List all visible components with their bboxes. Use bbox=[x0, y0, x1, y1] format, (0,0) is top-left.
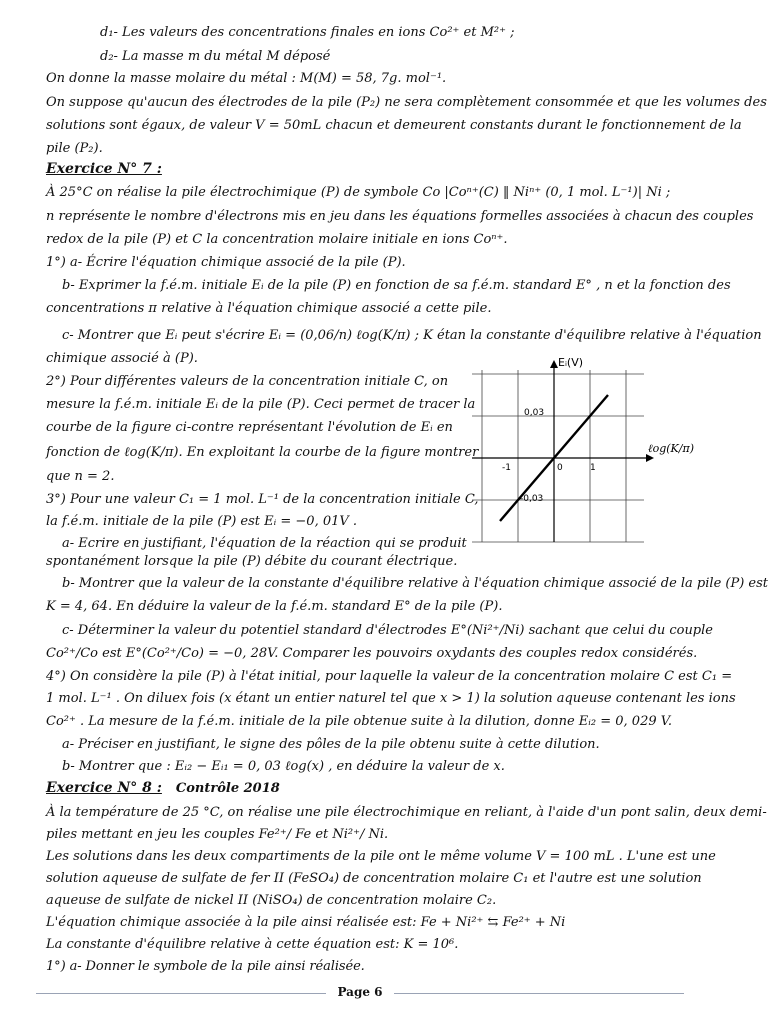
text-line: spontanément lorsque la pile (P) débite du courant électrique. bbox=[46, 554, 458, 569]
text-line: la f.é.m. initiale de la pile (P) est Eᵢ = −0, 01V . bbox=[46, 514, 358, 529]
text-line: Co²⁺ . La mesure de la f.é.m. initiale de la pile obtenue suite à la dilution, donne Eᵢ₂ = 0, 029 V. bbox=[46, 714, 672, 729]
text-line: a- Ecrire en justifiant, l'équation de la réaction qui se produit bbox=[62, 536, 467, 551]
text-line: courbe de la figure ci-contre représentant l'évolution de Eᵢ en bbox=[46, 420, 453, 435]
footer-rule-left bbox=[36, 993, 326, 994]
page-number: Page 6 bbox=[337, 985, 383, 999]
text-line: b- Montrer que la valeur de la constante d'équilibre relative à l'équation chimique associé de la pile (P) est bbox=[62, 576, 768, 591]
x-axis-arrow bbox=[646, 454, 654, 462]
text-line: Les solutions dans les deux compartiments de la pile ont le même volume V = 100 mL . L'une est une bbox=[46, 849, 716, 864]
text-line: 1°) a- Donner le symbole de la pile ainsi réalisée. bbox=[46, 959, 365, 974]
text-line: 2°) Pour différentes valeurs de la concentration initiale C, on bbox=[46, 374, 449, 389]
page-footer bbox=[36, 983, 684, 1003]
y-axis-label: Eᵢ(V) bbox=[558, 356, 584, 369]
text-line: a- Préciser en justifiant, le signe des pôles de la pile obtenu suite à cette dilution. bbox=[62, 737, 600, 752]
text-line: concentrations π relative à l'équation chimique associé a cette pile. bbox=[46, 301, 492, 316]
text-line: On suppose qu'aucun des électrodes de la pile (P₂) ne sera complètement consommée et que les volumes des bbox=[46, 95, 767, 110]
graph-grid bbox=[472, 370, 644, 542]
text-line: aqueuse de sulfate de nickel II (NiSO₄) de concentration molaire C₂. bbox=[46, 893, 497, 908]
text-line: c- Montrer que Eᵢ peut s'écrire Eᵢ = (0,06/n) ℓog(K/π) ; K étan la constante d'équilibre relative à l'équation bbox=[62, 328, 762, 343]
text-line: n représente le nombre d'électrons mis en jeu dans les équations formelles associées à chacun des couples bbox=[46, 209, 754, 224]
tick-label-origin: 0 bbox=[557, 463, 563, 473]
text-line: L'équation chimique associée à la pile ainsi réalisée est: Fe + Ni²⁺ ⇆ Fe²⁺ + Ni bbox=[46, 915, 566, 930]
text-line: que n = 2. bbox=[46, 469, 115, 484]
text-line: À la température de 25 °C, on réalise une pile électrochimique en reliant, à l'aide d'un pont salin, deux demi- bbox=[46, 805, 767, 820]
text-line: À 25°C on réalise la pile électrochimique (P) de symbole Co |Coⁿ⁺(C) ‖ Niⁿ⁺ (0, 1 mol. L⁻¹)| Ni ; bbox=[46, 185, 671, 200]
text-line: 3°) Pour une valeur C₁ = 1 mol. L⁻¹ de la concentration initiale C, bbox=[46, 492, 479, 507]
text-line: mesure la f.é.m. initiale Eᵢ de la pile (P). Ceci permet de tracer la bbox=[46, 397, 476, 412]
emf-graph bbox=[462, 352, 694, 548]
text-line: redox de la pile (P) et C la concentration molaire initiale en ions Coⁿ⁺. bbox=[46, 232, 508, 247]
text-line: 1°) a- Écrire l'équation chimique associé de la pile (P). bbox=[46, 255, 406, 270]
text-line: pile (P₂). bbox=[46, 141, 103, 156]
text-line: c- Déterminer la valeur du potentiel standard d'électrodes E°(Ni²⁺/Ni) sachant que celui du couple bbox=[62, 623, 713, 638]
text-line: 4°) On considère la pile (P) à l'état initial, pour laquelle la valeur de la concentration molaire C est C₁ = bbox=[46, 669, 733, 684]
text-line: La constante d'équilibre relative à cette équation est: K = 10⁶. bbox=[46, 937, 459, 952]
text-line: K = 4, 64. En déduire la valeur de la f.é.m. standard E° de la pile (P). bbox=[46, 599, 503, 614]
text-line: piles mettant en jeu les couples Fe²⁺/ Fe et Ni²⁺/ Ni. bbox=[46, 827, 389, 842]
exercise-8-title bbox=[46, 780, 280, 796]
text-line: Co²⁺/Co est E°(Co²⁺/Co) = −0, 28V. Comparer les pouvoirs oxydants des couples redox considérés. bbox=[46, 646, 698, 661]
text-line: b- Montrer que : Eᵢ₂ − Eᵢ₁ = 0, 03 ℓog(x) , en déduire la valeur de x. bbox=[62, 759, 505, 774]
tick-label-x-neg: -1 bbox=[502, 463, 511, 473]
text-line: b- Exprimer la f.é.m. initiale Eᵢ de la pile (P) en fonction de sa f.é.m. standard E° , n et la fonction des bbox=[62, 278, 731, 293]
text-line: solutions sont égaux, de valeur V = 50mL chacun et demeurent constants durant le fonctionnement de la bbox=[46, 118, 742, 133]
text-line: solution aqueuse de sulfate de fer II (FeSO₄) de concentration molaire C₁ et l'autre est une solution bbox=[46, 871, 702, 886]
tick-label-x-pos: 1 bbox=[590, 463, 596, 473]
footer-rule-right bbox=[394, 993, 684, 994]
tick-label-y-pos: 0,03 bbox=[524, 408, 545, 418]
text-line: On donne la masse molaire du métal : M(M) = 58, 7g. mol⁻¹. bbox=[46, 71, 447, 86]
exercise-8-subtitle: Contrôle 2018 bbox=[175, 781, 280, 796]
text-line: d₂- La masse m du métal M déposé bbox=[100, 49, 331, 64]
tick-label-y-neg: -0,03 bbox=[520, 494, 544, 504]
text-line: fonction de ℓog(K/π). En exploitant la courbe de la figure montrer bbox=[46, 445, 479, 460]
text-line: 1 mol. L⁻¹ . On diluex fois (x étant un entier naturel tel que x > 1) la solution aqueuse contenant les ions bbox=[46, 691, 736, 706]
x-axis-label: ℓog(K/π) bbox=[648, 442, 694, 455]
exercise-7-title: Exercice N° 7 : bbox=[46, 161, 162, 177]
text-line: d₁- Les valeurs des concentrations finales en ions Co²⁺ et M²⁺ ; bbox=[100, 25, 515, 40]
text-line: chimique associé à (P). bbox=[46, 351, 198, 366]
y-axis-arrow bbox=[550, 360, 558, 368]
exercise-8-title-text: Exercice N° 8 : bbox=[46, 780, 162, 796]
